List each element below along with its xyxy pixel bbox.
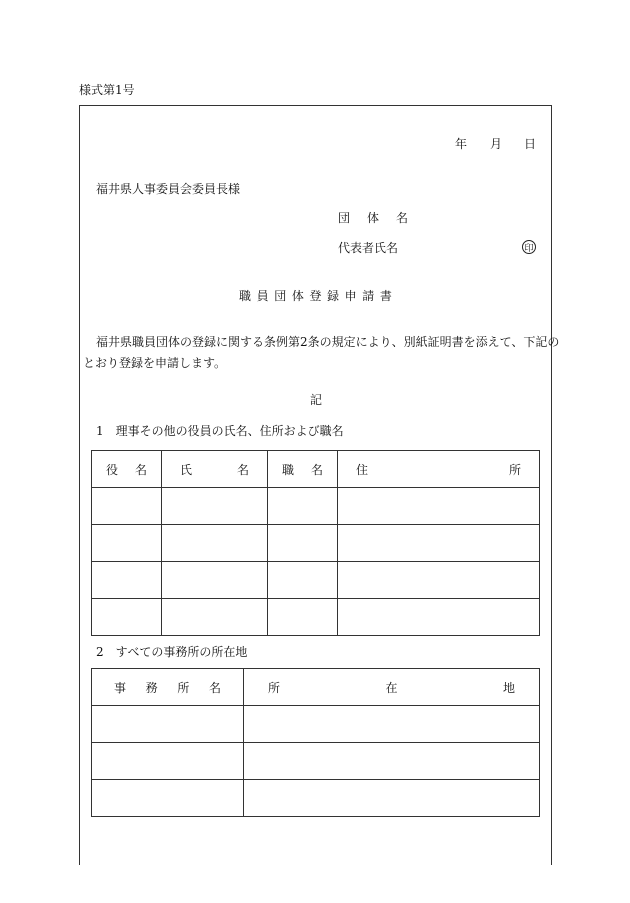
table-cell [162, 488, 268, 525]
date-day: 日 [524, 137, 537, 151]
officer-row [92, 525, 540, 562]
table-cell [162, 525, 268, 562]
offices-header-office-name: 事 務 所 名 [92, 669, 244, 706]
table-cell [338, 562, 540, 599]
offices-table [91, 668, 540, 817]
table-cell [268, 525, 338, 562]
table-cell [92, 525, 162, 562]
form-number: 様式第1号 [79, 83, 135, 97]
table-cell [92, 562, 162, 599]
officers-header-position: 職 名 [268, 451, 338, 488]
table-cell [244, 743, 540, 780]
officers-header-address: 住 所 [338, 451, 540, 488]
office-row [92, 706, 540, 743]
officers-table [91, 450, 540, 636]
officer-row [92, 599, 540, 636]
office-row [92, 743, 540, 780]
table-cell [92, 743, 244, 780]
table-cell [338, 488, 540, 525]
officer-row [92, 562, 540, 599]
representative-label: 代表者氏名 [338, 241, 399, 255]
section2-heading: 2 すべての事務所の所在地 [96, 645, 248, 659]
group-name-label: 団 体 名 [338, 211, 408, 225]
officers-header-role: 役 名 [92, 451, 162, 488]
table-cell [244, 780, 540, 817]
officer-row [92, 488, 540, 525]
table-cell [162, 599, 268, 636]
table-cell [92, 488, 162, 525]
table-cell [92, 599, 162, 636]
offices-header-location: 所 在 地 [244, 669, 540, 706]
table-cell [268, 599, 338, 636]
table-cell [268, 562, 338, 599]
office-row [92, 780, 540, 817]
table-cell [244, 706, 540, 743]
document-title: 職 員 団 体 登 録 申 請 書 [239, 289, 392, 303]
table-cell [92, 706, 244, 743]
table-cell [92, 780, 244, 817]
section1-heading: 1 理事その他の役員の氏名、住所および職名 [96, 424, 344, 438]
date-year: 年 [455, 137, 468, 151]
table-cell [162, 562, 268, 599]
table-cell [268, 488, 338, 525]
body-text-line2: とおり登録を申請します。 [83, 356, 227, 370]
table-cell [338, 525, 540, 562]
addressee: 福井県人事委員会委員長様 [96, 182, 241, 196]
table-cell [338, 599, 540, 636]
body-text-line1: 福井県職員団体の登録に関する条例第2条の規定により、別紙証明書を添えて、下記の [96, 335, 560, 349]
officers-header-name: 氏 名 [162, 451, 268, 488]
ki-label: 記 [310, 393, 323, 407]
date-month: 月 [490, 137, 503, 151]
seal-mark: 印 [522, 240, 536, 254]
